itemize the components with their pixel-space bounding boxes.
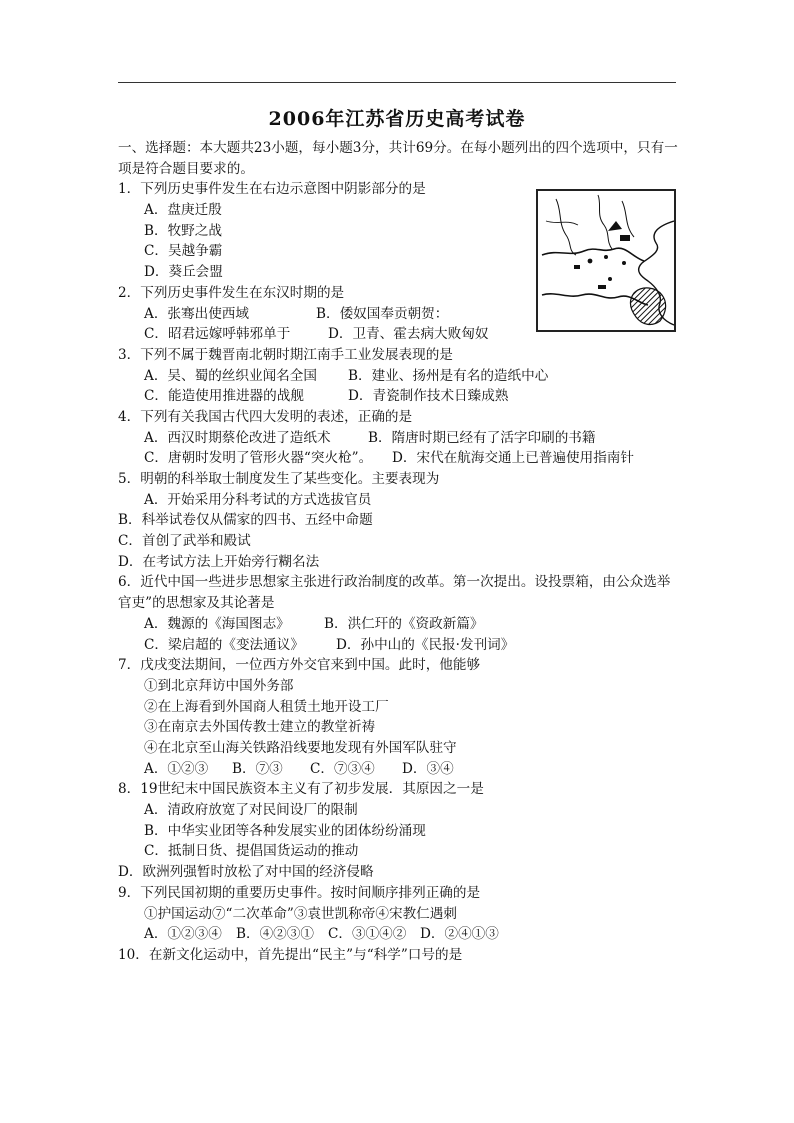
question-9-stem: 9．下列民国初期的重要历史事件。按时间顺序排列正确的是	[118, 884, 481, 901]
question-2-options-row1	[118, 304, 678, 325]
question-10-stem: 10．在新文化运动中，首先提出“民主”与“科学”口号的是	[118, 946, 463, 963]
question-1-option-d: D．葵丘会盟	[144, 264, 223, 281]
question-2-option-d: D．卫青、霍去病大败匈奴	[328, 326, 489, 343]
header-rule	[118, 82, 676, 83]
question-2-options-row2	[118, 324, 678, 345]
question-1-option-b: B．牧野之战	[144, 222, 222, 239]
question-3-option-c: C．能造使用推进器的战舰	[144, 388, 304, 405]
question-7-item-2: ②在上海看到外国商人租赁土地开设工厂	[144, 698, 389, 715]
question-3-option-a: A．吴、蜀的丝织业闻名全国	[144, 367, 317, 384]
question-8-stem: 8．19世纪末中国民族资本主义有了初步发展．其原因之一是	[118, 781, 484, 798]
question-2-option-c: C．昭君远嫁呼韩邪单于	[144, 326, 291, 343]
question-5-stem: 5．明朝的科举取士制度发生了某些变化。主要表现为	[118, 471, 440, 488]
question-4-option-d: D．宋代在航海交通上已普遍使用指南针	[392, 450, 634, 467]
question-7-item-4: ④在北京至山海关铁路沿线要地发现有外国军队驻守	[144, 740, 457, 756]
question-6-stem: 6．近代中国一些进步思想家主张进行政治制度的改革。第一次提出。设投票箱，由公众选举官吏”的思想家及其论著是	[118, 574, 671, 612]
question-6-option-a: A．魏源的《海国图志》	[144, 615, 290, 632]
question-1-stem: 1．下列历史事件发生在右边示意图中阴影部分的是	[118, 181, 426, 198]
question-8-option-c: C．抵制日货、提倡国货运动的推动	[144, 843, 359, 860]
question-8-option-b: B．中华实业团等各种发展实业的团体纷纷涌现	[144, 822, 426, 839]
page-title: 2006年江苏省历史高考试卷	[268, 108, 526, 130]
question-7-item-1: ①到北京拜访中国外务部	[144, 677, 294, 694]
question-7-item-3: ③在南京去外国传教士建立的教堂祈祷	[144, 719, 376, 736]
question-7-option-a: A．①②③	[144, 760, 209, 777]
question-5-option-c: C．首创了武举和殿试	[118, 533, 251, 550]
question-1-option-a: A．盘庚迁殷	[144, 202, 222, 219]
question-9-option-d: D．②④①③	[420, 926, 499, 943]
question-5-option-b: B．科举试卷仅从儒家的四书、五经中命题	[118, 512, 373, 529]
question-4-option-c: C．唐朝时发明了管形火器“突火枪”。	[144, 450, 373, 467]
question-3-option-d: D．青瓷制作技术日臻成熟	[348, 388, 509, 405]
question-1-option-c: C．吴越争霸	[144, 243, 223, 260]
question-5-option-d: D．在考试方法上开始旁行糊名法	[118, 553, 320, 570]
question-3-options-row2	[118, 386, 678, 407]
question-7-option-d: D．③④	[402, 760, 454, 777]
question-6-option-b: B．洪仁玕的《资政新篇》	[324, 615, 484, 632]
question-9-items: ①护国运动⑦“二次革命”③袁世凯称帝④宋教仁遇刺	[144, 905, 457, 922]
question-2-option-b: B．倭奴国奉贡朝贺：	[316, 305, 449, 322]
question-3-option-b: B．建业、扬州是有名的造纸中心	[348, 367, 549, 384]
question-7-stem: 7．戊戌变法期间，一位西方外交官来到中国。此时，他能够	[118, 657, 481, 674]
question-8-option-d: D．欧洲列强暂时放松了对中国的经济侵略	[118, 864, 374, 881]
question-4-option-b: B．隋唐时期已经有了活字印刷的书籍	[368, 429, 596, 446]
question-4-options-row1	[118, 428, 678, 449]
question-4-options-row2	[118, 448, 678, 469]
question-7-option-c: C．⑦③④	[310, 760, 375, 777]
question-6-option-c: C．梁启超的《变法通议》	[144, 636, 304, 653]
question-2-option-a: A．张骞出使西域	[144, 305, 249, 322]
question-3-stem: 3．下列不属于魏晋南北朝时期江南手工业发展表现的是	[118, 346, 453, 363]
question-7-option-b: B．⑦③	[232, 760, 283, 777]
question-9-option-a: A．①②③④	[144, 926, 222, 943]
question-9-option-b: B．④②③①	[236, 926, 314, 943]
question-6-option-d: D．孙中山的《民报·发刊词》	[336, 636, 515, 653]
question-5-option-a: A．开始采用分科考试的方式选拔官员	[144, 491, 372, 508]
exam-content	[118, 138, 678, 966]
question-8-option-a: A．清政府放宽了对民间设厂的限制	[144, 802, 358, 819]
question-4-option-a: A．西汉时期蔡伦改进了造纸术	[144, 429, 331, 446]
question-2-stem: 2．下列历史事件发生在东汉时期的是	[118, 284, 345, 301]
section-intro: 一、选择题：本大题共23小题，每小题3分，共计69分。在每小题列出的四个选项中，只有一项是符合题目要求的。	[118, 140, 678, 177]
question-9-option-c: C．③①④②	[328, 926, 407, 943]
question-9-options-row	[118, 924, 678, 945]
question-4-stem: 4．下列有关我国古代四大发明的表述，正确的是	[118, 408, 413, 425]
question-7-options-row	[118, 759, 678, 780]
question-6-options-row1	[118, 614, 678, 635]
question-6-options-row2	[118, 635, 678, 656]
question-3-options-row1	[118, 366, 678, 387]
